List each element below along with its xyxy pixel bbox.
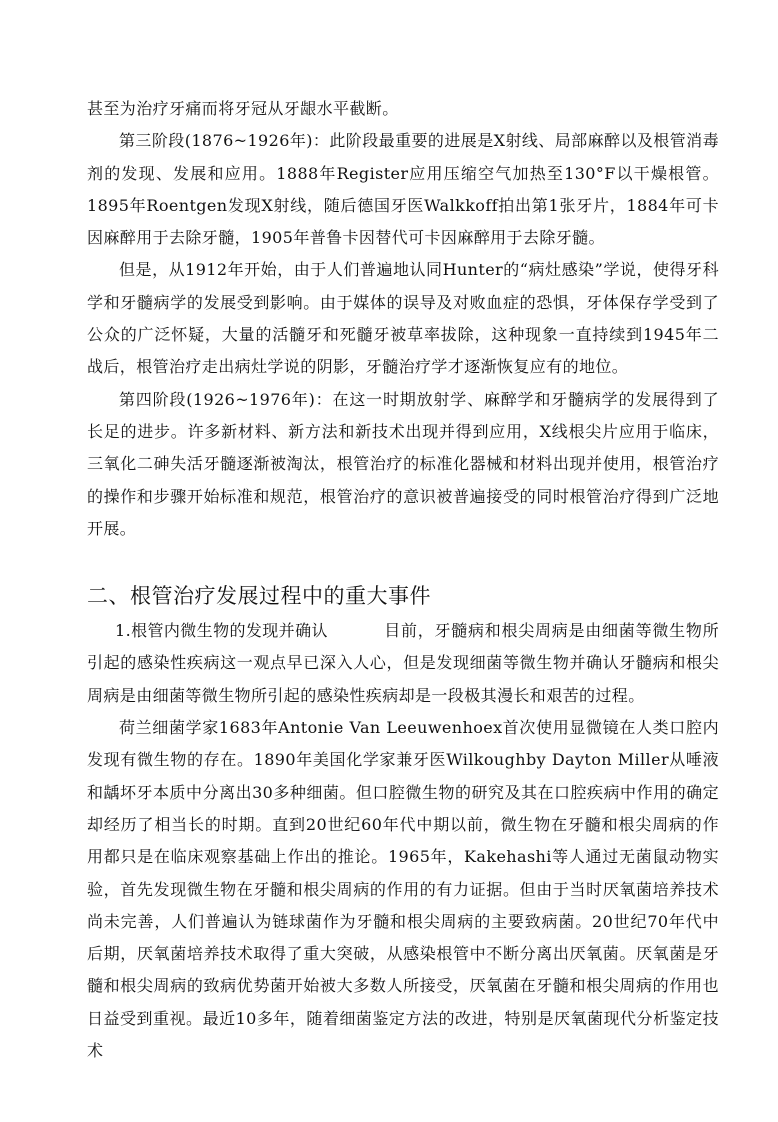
paragraph-stage-four: 第四阶段(1926~1976年)：在这一时期放射学、麻醉学和牙髓病学的发展得到了长足的进步。许多新材料、新方法和新技术出现并得到应用，X线根尖片应用于临床，三氧化二砷失活牙髓逐渐被淘汰，根管治疗的标准化器械和材料出现并使用，根管治疗的操作和步骤开始标准和规范，根管治疗的意识被普遍接受的同时根管治疗得到广泛地开展。 [87,389,719,538]
paragraph-microbiology-history: 荷兰细菌学家1683年Antonie Van Leeuwenhoex首次使用显微镜在人类口腔内发现有微生物的存在。1890年美国化学家兼牙医Wilkoughby Dayton Miller从唾液和龋坏牙本质中分离出30多种细菌。但口腔微生物的研究及其在口腔疾病中作用的确定却经历了相当长的时期。直到20世纪60年代中期以前，微生物在牙髓和根尖周病的作用都只是在临床观察基础上作出的推论。1965年，Kakehashi等人通过无菌鼠动物实验，首先发现微生物在牙髓和根尖周病的作用的有力证据。但由于当时厌氧菌培养技术尚未完善，人们普遍认为链球菌作为牙髓和根尖周病的主要致病菌。20世纪70年代中后期，厌氧菌培养技术取得了重大突破，从感染根管中不断分离出厌氧菌。厌氧菌是牙髓和根尖周病的致病优势菌开始被大多数人所接受，厌氧菌在牙髓和根尖周病的作用也日益受到重视。最近10多年，随着细菌鉴定方法的改进，特别是厌氧菌现代分析鉴定技术 [87,718,719,1061]
paragraph-stage-three: 第三阶段(1876~1926年)：此阶段最重要的进展是X射线、局部麻醉以及根管消毒剂的发现、发展和应用。1888年Register应用压缩空气加热至130°F以干燥根管。1895年Roentgen发现X射线，随后德国牙医Walkkoff拍出第1张牙片，1884年可卡因麻醉用于去除牙髓，1905年普鲁卡因替代可卡因麻醉用于去除牙髓。 [87,131,719,248]
section-title: 二、根管治疗发展过程中的重大事件 [87,584,431,609]
subsection-label: 1.根管内微生物的发现并确认 [115,621,328,641]
paragraph-focal-infection: 但是，从1912年开始，由于人们普遍地认同Hunter的“病灶感染”学说，使得牙科学和牙髓病学的发展受到影响。由于媒体的误导及对败血症的恐惧，牙体保存学受到了公众的广泛怀疑，大量的活髓牙和死髓牙被草率拔除，这种现象一直持续到1945年二战后，根管治疗走出病灶学说的阴影，牙髓治疗学才逐渐恢复应有的地位。 [87,260,719,377]
document-body [87,93,719,1067]
paragraph-continuation: 甚至为治疗牙痛而将牙冠从牙龈水平截断。 [87,99,399,118]
subsection-text: 目前，牙髓病和根尖周病是由细菌等微生物所引起的感染性疾病这一观点早已深入人心，但是发现细菌等微生物并确认牙髓病和根尖周病是由细菌等微生物所引起的感染性疾病却是一段极其漫长和艰苦的过程。 [87,621,719,705]
subsection-paragraph [87,615,719,712]
